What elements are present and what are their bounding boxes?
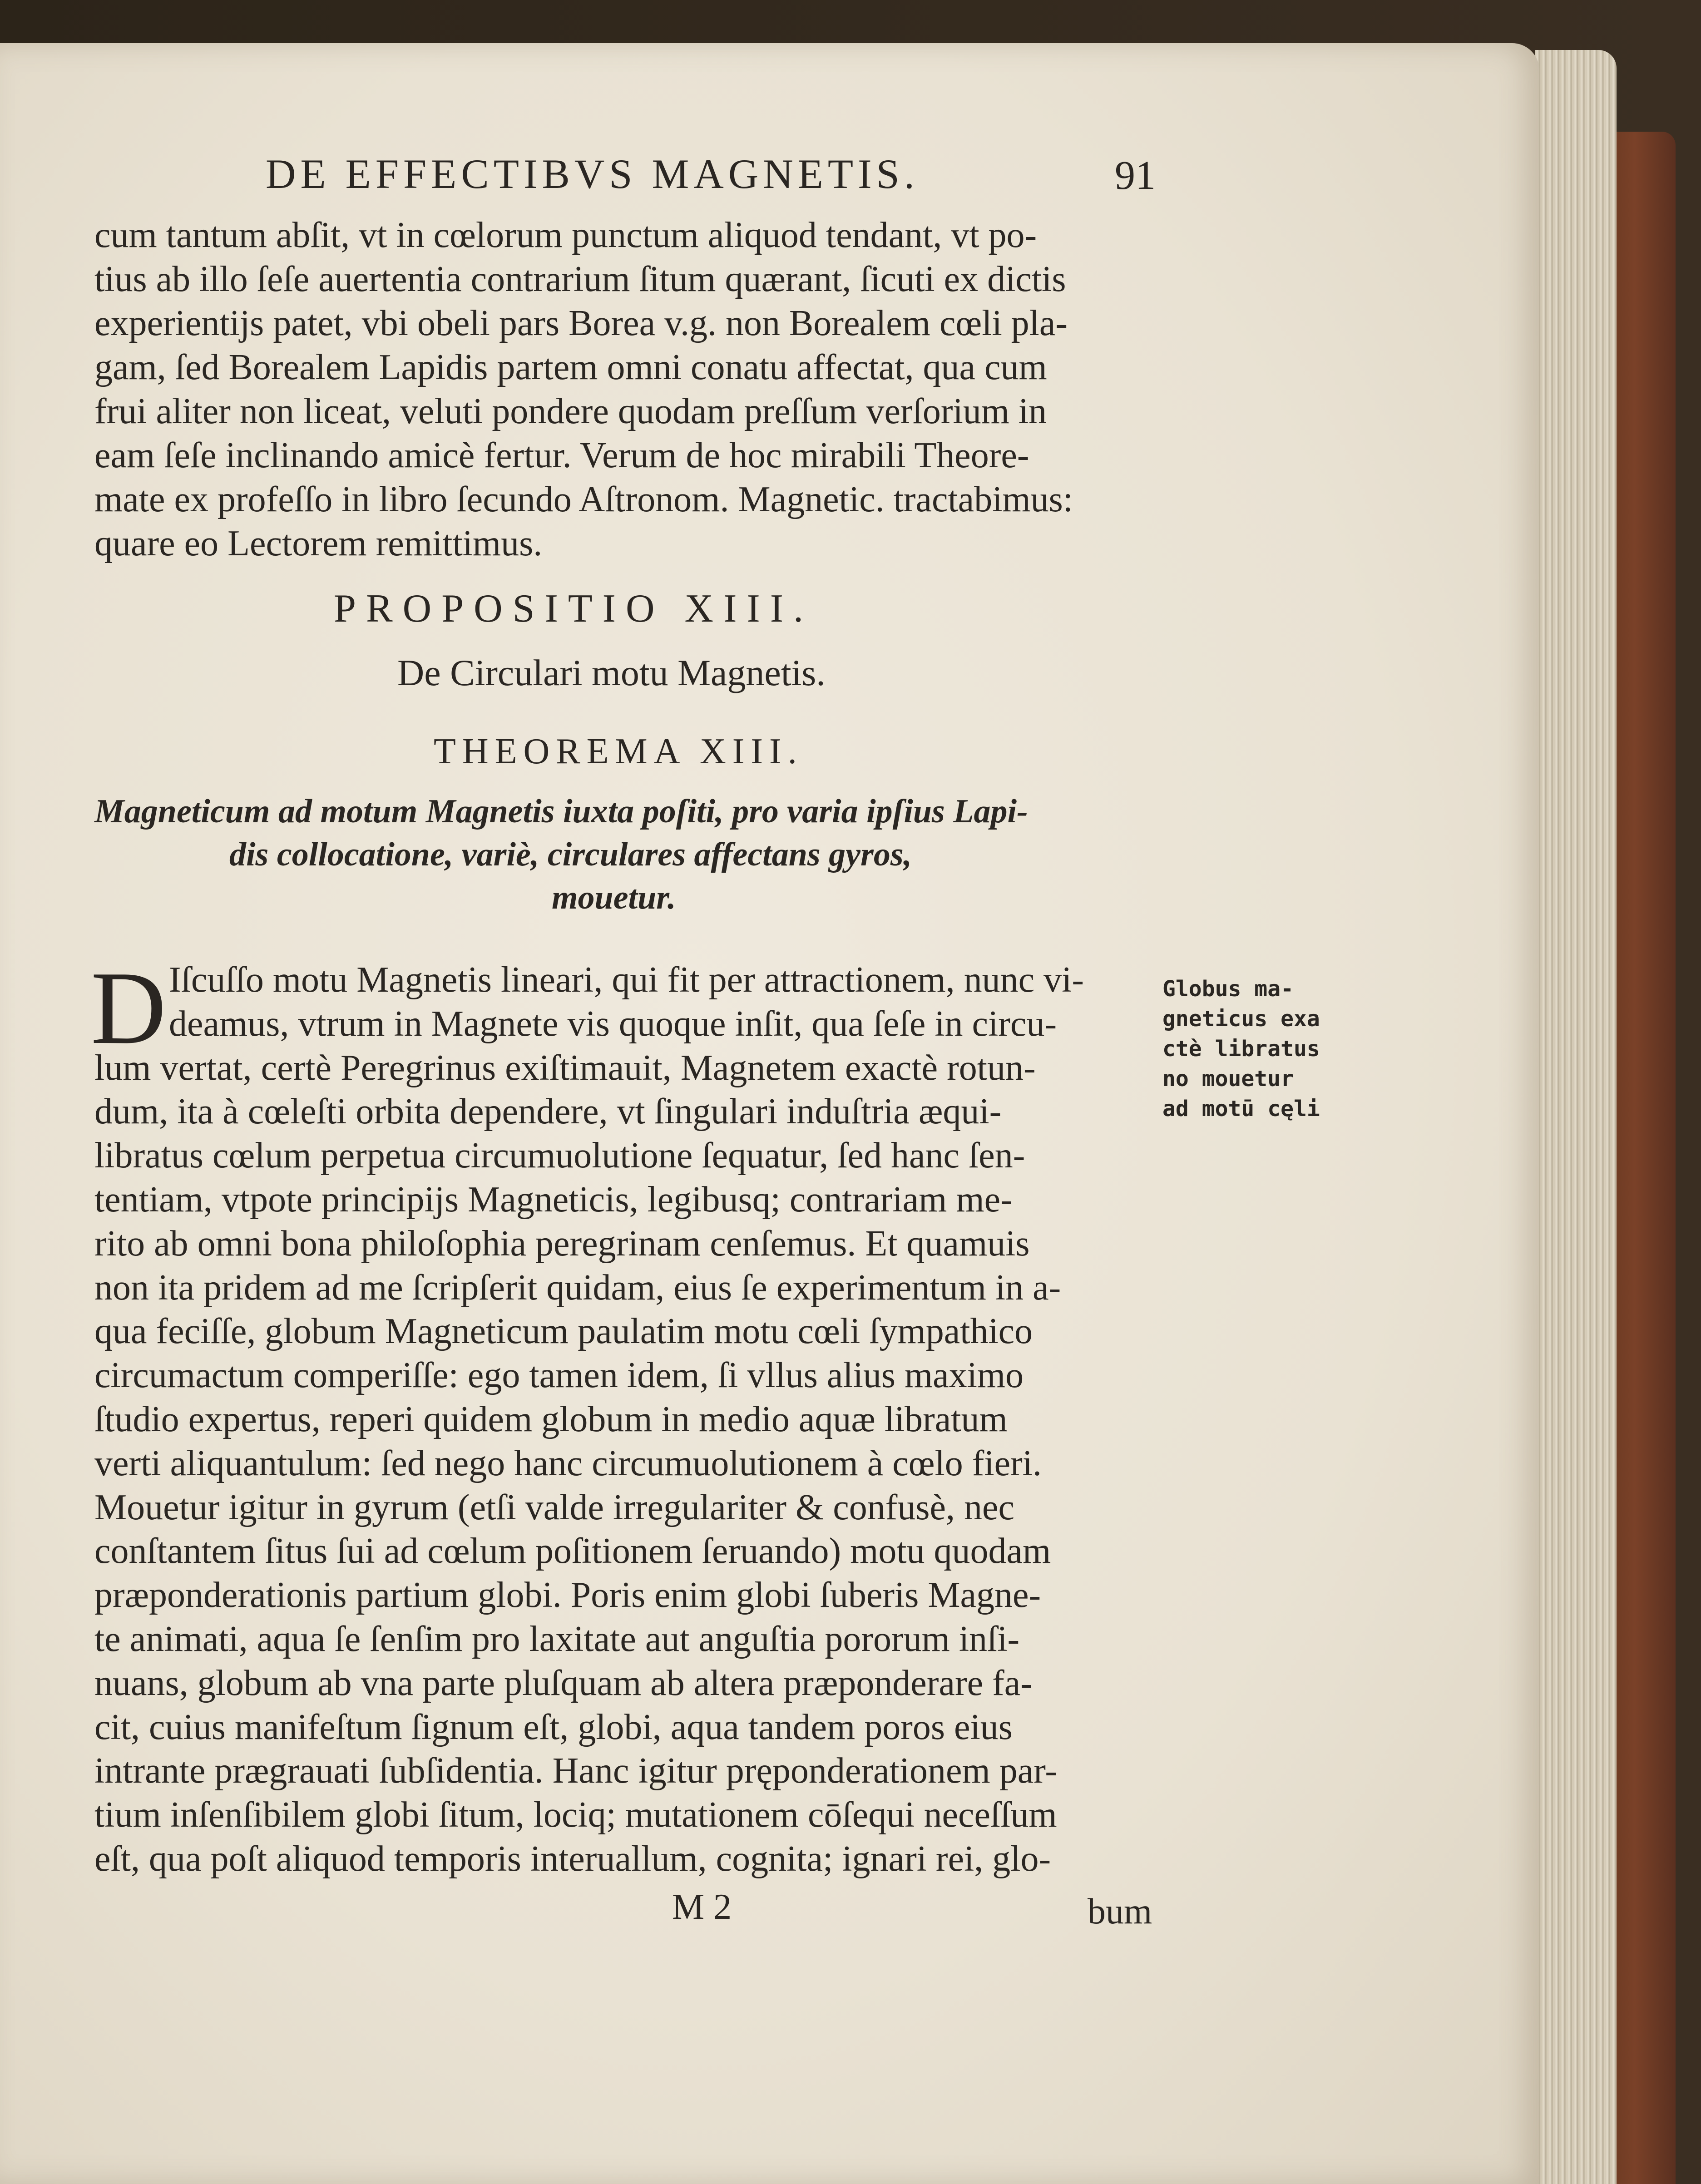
catchword: bum [1088,1892,1152,1932]
enunciation-line: dis collocatione, variè, circulares affectans gyros, [229,836,912,873]
margin-note-line: ctè libratus [1162,1036,1320,1062]
text-line: dum, ita à cœleſti orbita dependere, vt ſingulari induſtria æqui- [94,1092,1002,1132]
theorem-title: THEOREMA XIII. [434,731,803,771]
text-line: intrante prægrauati ſubſidentia. Hanc igitur pręponderationem par- [94,1751,1057,1791]
text-line: ſtudio expertus, reperi quidem globum in medio aquæ libratum [94,1399,1008,1439]
proposition-title: PROPOSITIO XIII. [334,587,813,631]
text-line: circumactum comperiſſe: ego tamen idem, ſi vllus alius maximo [94,1355,1024,1395]
text-line: frui aliter non liceat, veluti pondere quodam preſſum verſorium in [94,391,1047,431]
text-line: præponderationis partium globi. Poris enim globi ſuberis Magne- [94,1575,1041,1615]
signature-mark: M 2 [672,1887,732,1927]
text-line: mate ex profeſſo in libro ſecundo Aſtronom. Magnetic. tractabimus: [94,479,1073,519]
text-line: gam, ſed Borealem Lapidis partem omni conatu affectat, qua cum [94,347,1047,387]
page-number: 91 [1115,153,1156,198]
proposition-subtitle: De Circulari motu Magnetis. [397,652,826,693]
text-line: tentiam, vtpote principijs Magneticis, legibusq; contrariam me- [94,1180,1013,1220]
running-title: DE EFFECTIBVS MAGNETIS. [266,151,919,197]
text-line: non ita pridem ad me ſcripſerit quidam, eius ſe experimentum in a- [94,1268,1061,1308]
text-line: cum tantum abſit, vt in cœlorum punctum aliquod tendant, vt po- [94,215,1037,255]
text-line: quare eo Lectorem remittimus. [94,524,543,563]
page-stack-edges [1535,50,1617,2184]
margin-note-line: ad motū cęli [1162,1096,1320,1122]
text-line: Mouetur igitur in gyrum (etſi valde irregulariter & confusè, nec [94,1487,1015,1527]
drop-capital: D [91,950,167,1066]
text-line: eam ſeſe inclinando amicè fertur. Verum de hoc mirabili Theore- [94,435,1029,475]
book-cover-edge [1607,132,1676,2184]
text-line: verti aliquantulum: ſed nego hanc circumuolutionem à cœlo fieri. [94,1443,1042,1483]
enunciation-line: mouetur. [552,879,676,916]
text-line: tius ab illo ſeſe auertentia contrarium ſitum quærant, ſicuti ex dictis [94,259,1066,299]
text-line: rito ab omni bona philoſophia peregrinam cenſemus. Et quamuis [94,1224,1030,1264]
margin-note-line: gneticus exa [1162,1006,1320,1032]
text-line: qua feciſſe, globum Magneticum paulatim motu cœli ſympathico [94,1311,1033,1351]
text-line: eſt, qua poſt aliquod temporis interuallum, cognita; ignari rei, glo- [94,1839,1051,1879]
text-line: tium inſenſibilem globi ſitum, lociq; mutationem cōſequi neceſſum [94,1795,1057,1835]
text-line: libratus cœlum perpetua circumuolutione ſequatur, ſed hanc ſen- [94,1136,1025,1176]
text-line: lum vertat, certè Peregrinus exiſtimauit, Magnetem exactè rotun- [94,1048,1036,1088]
enunciation-line: Magneticum ad motum Magnetis iuxta poſiti, pro varia ipſius Lapi- [94,793,1028,830]
text-line: nuans, globum ab vna parte pluſquam ab altera præponderare fa- [94,1663,1033,1703]
margin-note-line: Globus ma- [1162,976,1294,1002]
text-line: cit, cuius manifeſtum ſignum eſt, globi, aqua tandem poros eius [94,1707,1013,1747]
margin-note-line: no mouetur [1162,1066,1294,1092]
text-line: Iſcuſſo motu Magnetis lineari, qui fit per attractionem, nunc vi- [169,960,1084,1000]
text-line: te animati, aqua ſe ſenſim pro laxitate aut anguſtia pororum inſi- [94,1619,1020,1659]
text-line: experientijs patet, vbi obeli pars Borea v.g. non Borealem cœli pla- [94,303,1068,343]
text-line: conſtantem ſitus ſui ad cœlum poſitionem ſeruando) motu quodam [94,1531,1051,1571]
text-line: deamus, vtrum in Magnete vis quoque inſit, qua ſeſe in circu- [169,1004,1057,1044]
